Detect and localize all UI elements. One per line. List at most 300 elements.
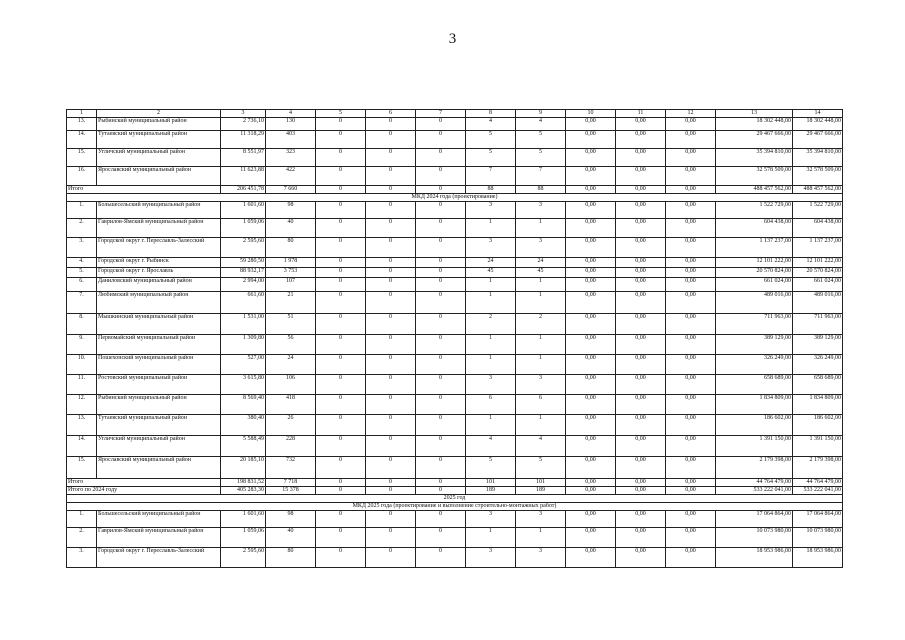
cell-col-12: 0,00 [666,268,716,278]
cell-col-11: 0,00 [616,528,666,548]
cell-col-14: 389 129,00 [793,335,843,355]
cell-col-5: 0 [316,395,366,415]
municipality-name: Большесельский муниципальный район [97,511,221,528]
cell-col-6: 0 [366,479,416,487]
cell-col-13: 533 222 041,00 [716,487,793,495]
cell-col-4: 40 [266,219,316,238]
cell-col-6: 0 [366,436,416,457]
cell-col-11: 0,00 [616,292,666,314]
cell-col-4: 418 [266,395,316,415]
row-number: 4. [67,258,97,268]
column-header: 13 [716,110,793,118]
cell-col-7: 0 [416,479,466,487]
cell-col-8: 1 [466,355,516,375]
page-number: 3 [448,31,457,47]
row-number: 9. [67,335,97,355]
cell-col-14: 1 137 237,00 [793,238,843,258]
cell-col-6: 0 [366,219,416,238]
cell-col-5: 0 [316,335,366,355]
cell-col-3: 1 531,00 [221,314,266,335]
table-row [67,202,843,219]
cell-col-10: 0,00 [566,118,616,131]
cell-col-5: 0 [316,415,366,436]
cell-col-11: 0,00 [616,355,666,375]
cell-col-9: 7 [516,167,566,186]
cell-col-14: 44 764 479,00 [793,479,843,487]
cell-col-6: 0 [366,511,416,528]
section-header-row [67,495,843,503]
cell-col-12: 0,00 [666,335,716,355]
cell-col-11: 0,00 [616,335,666,355]
cell-col-11: 0,00 [616,487,666,495]
cell-col-7: 0 [416,202,466,219]
cell-col-14: 20 570 824,00 [793,268,843,278]
cell-col-4: 51 [266,314,316,335]
municipality-name: Городской округ г. Переславль-Залесский [97,548,221,568]
cell-col-3: 2 595,60 [221,548,266,568]
cell-col-5: 0 [316,457,366,479]
cell-col-8: 1 [466,219,516,238]
cell-col-5: 0 [316,131,366,149]
cell-col-11: 0,00 [616,314,666,335]
cell-col-6: 0 [366,268,416,278]
column-header: 5 [316,110,366,118]
cell-col-12: 0,00 [666,395,716,415]
municipality-name: Гаврилов-Ямский муниципальный район [97,219,221,238]
cell-col-10: 0,00 [566,335,616,355]
municipality-name: Тутаевский муниципальный район [97,131,221,149]
cell-col-13: 186 602,00 [716,415,793,436]
table-row [67,258,843,268]
cell-col-4: 98 [266,511,316,528]
cell-col-14: 17 064 864,00 [793,511,843,528]
cell-col-12: 0,00 [666,457,716,479]
cell-col-6: 0 [366,395,416,415]
cell-col-10: 0,00 [566,219,616,238]
municipality-name: Первомайский муниципальный район [97,335,221,355]
column-header: 2 [97,110,221,118]
cell-col-6: 0 [366,314,416,335]
cell-col-3: 661,60 [221,292,266,314]
cell-col-12: 0,00 [666,487,716,495]
cell-col-13: 10 073 980,00 [716,528,793,548]
cell-col-14: 32 578 509,00 [793,167,843,186]
cell-col-4: 106 [266,375,316,395]
cell-col-9: 3 [516,511,566,528]
cell-col-14: 18 953 986,00 [793,548,843,568]
cell-col-5: 0 [316,314,366,335]
cell-col-5: 0 [316,436,366,457]
cell-col-9: 5 [516,149,566,167]
cell-col-10: 0,00 [566,415,616,436]
cell-col-13: 44 764 479,00 [716,479,793,487]
cell-col-12: 0,00 [666,292,716,314]
table-row [67,268,843,278]
cell-col-7: 0 [416,149,466,167]
cell-col-6: 0 [366,375,416,395]
cell-col-9: 3 [516,548,566,568]
row-number: 11. [67,375,97,395]
cell-col-10: 0,00 [566,292,616,314]
cell-col-14: 604 438,00 [793,219,843,238]
cell-col-5: 0 [316,479,366,487]
cell-col-9: 3 [516,238,566,258]
municipality-name: Ярославский муниципальный район [97,167,221,186]
cell-col-7: 0 [416,375,466,395]
row-number: 13. [67,118,97,131]
cell-col-10: 0,00 [566,238,616,258]
row-number: 1. [67,511,97,528]
cell-col-6: 0 [366,258,416,268]
cell-col-14: 1 522 729,00 [793,202,843,219]
cell-col-3: 59 280,50 [221,258,266,268]
cell-col-9: 101 [516,479,566,487]
cell-col-9: 1 [516,415,566,436]
cell-col-5: 0 [316,238,366,258]
cell-col-6: 0 [366,278,416,292]
cell-col-7: 0 [416,131,466,149]
table-row [67,149,843,167]
cell-col-5: 0 [316,219,366,238]
cell-col-8: 24 [466,258,516,268]
cell-col-10: 0,00 [566,436,616,457]
cell-col-3: 2 994,00 [221,278,266,292]
cell-col-12: 0,00 [666,415,716,436]
cell-col-4: 98 [266,202,316,219]
table-row [67,219,843,238]
section-title: 2025 год [67,495,843,503]
total-row [67,186,843,194]
cell-col-3: 380,40 [221,415,266,436]
cell-col-4: 26 [266,415,316,436]
cell-col-7: 0 [416,355,466,375]
cell-col-13: 32 578 509,00 [716,167,793,186]
table-row [67,375,843,395]
municipality-name: Пошехонский муниципальный район [97,355,221,375]
cell-col-11: 0,00 [616,278,666,292]
table-row [67,511,843,528]
cell-col-12: 0,00 [666,355,716,375]
table-row [67,548,843,568]
cell-col-7: 0 [416,314,466,335]
cell-col-13: 1 834 809,00 [716,395,793,415]
cell-col-14: 1 834 809,00 [793,395,843,415]
row-number: 5. [67,268,97,278]
cell-col-9: 1 [516,355,566,375]
cell-col-9: 1 [516,292,566,314]
cell-col-3: 1 601,60 [221,202,266,219]
row-number: 3. [67,548,97,568]
cell-col-5: 0 [316,149,366,167]
cell-col-6: 0 [366,186,416,194]
cell-col-12: 0,00 [666,528,716,548]
cell-col-8: 3 [466,202,516,219]
cell-col-3: 20 185,10 [221,457,266,479]
cell-col-7: 0 [416,415,466,436]
cell-col-14: 326 249,00 [793,355,843,375]
row-number: 15. [67,457,97,479]
cell-col-8: 1 [466,335,516,355]
cell-col-11: 0,00 [616,479,666,487]
cell-col-12: 0,00 [666,131,716,149]
cell-col-10: 0,00 [566,457,616,479]
cell-col-13: 658 689,00 [716,375,793,395]
cell-col-8: 1 [466,278,516,292]
cell-col-8: 101 [466,479,516,487]
cell-col-7: 0 [416,528,466,548]
cell-col-12: 0,00 [666,202,716,219]
cell-col-10: 0,00 [566,528,616,548]
cell-col-10: 0,00 [566,479,616,487]
row-number: 2. [67,528,97,548]
row-number: 1. [67,202,97,219]
cell-col-11: 0,00 [616,118,666,131]
total-label: Итого [67,479,221,487]
cell-col-11: 0,00 [616,186,666,194]
row-number: 8. [67,314,97,335]
cell-col-10: 0,00 [566,268,616,278]
row-number: 7. [67,292,97,314]
cell-col-12: 0,00 [666,238,716,258]
cell-col-7: 0 [416,278,466,292]
cell-col-13: 604 438,00 [716,219,793,238]
cell-col-7: 0 [416,457,466,479]
cell-col-10: 0,00 [566,167,616,186]
cell-col-7: 0 [416,487,466,495]
cell-col-5: 0 [316,258,366,268]
column-header: 6 [366,110,416,118]
cell-col-10: 0,00 [566,258,616,268]
table-row [67,395,843,415]
municipality-name: Городской округ г. Ярославль [97,268,221,278]
cell-col-14: 661 024,00 [793,278,843,292]
cell-col-4: 130 [266,118,316,131]
cell-col-11: 0,00 [616,131,666,149]
cell-col-3: 3 615,80 [221,375,266,395]
cell-col-9: 4 [516,436,566,457]
cell-col-3: 11 318,29 [221,131,266,149]
municipality-name: Городской округ г. Переславль-Залесский [97,238,221,258]
section-header-row [67,503,843,511]
cell-col-4: 422 [266,167,316,186]
row-number: 10. [67,355,97,375]
cell-col-5: 0 [316,355,366,375]
cell-col-14: 186 602,00 [793,415,843,436]
cell-col-6: 0 [366,457,416,479]
cell-col-3: 198 831,52 [221,479,266,487]
cell-col-13: 12 101 222,00 [716,258,793,268]
cell-col-9: 3 [516,375,566,395]
cell-col-10: 0,00 [566,186,616,194]
section-title: МКД 2025 года (проектирование и выполнение строительно-монтажных работ) [67,503,843,511]
cell-col-14: 658 689,00 [793,375,843,395]
cell-col-5: 0 [316,487,366,495]
cell-col-3: 1 059,06 [221,528,266,548]
row-number: 6. [67,278,97,292]
cell-col-3: 1 601,60 [221,511,266,528]
cell-col-11: 0,00 [616,202,666,219]
cell-col-5: 0 [316,511,366,528]
cell-col-11: 0,00 [616,238,666,258]
cell-col-13: 1 522 729,00 [716,202,793,219]
cell-col-11: 0,00 [616,436,666,457]
municipality-name: Ростовский муниципальный район [97,375,221,395]
data-table [66,109,843,568]
section-title: МКД 2024 года (проектирование) [67,194,843,202]
cell-col-8: 45 [466,268,516,278]
cell-col-11: 0,00 [616,167,666,186]
cell-col-4: 228 [266,436,316,457]
total-row [67,479,843,487]
cell-col-8: 189 [466,487,516,495]
cell-col-6: 0 [366,131,416,149]
row-number: 3. [67,238,97,258]
cell-col-8: 4 [466,118,516,131]
cell-col-12: 0,00 [666,186,716,194]
cell-col-12: 0,00 [666,314,716,335]
table-row [67,118,843,131]
cell-col-8: 5 [466,131,516,149]
table-body [67,110,843,568]
municipality-name: Мышкинский муниципальный район [97,314,221,335]
cell-col-11: 0,00 [616,219,666,238]
cell-col-13: 1 391 150,00 [716,436,793,457]
cell-col-8: 3 [466,511,516,528]
cell-col-11: 0,00 [616,511,666,528]
cell-col-12: 0,00 [666,149,716,167]
table-row [67,528,843,548]
cell-col-13: 661 024,00 [716,278,793,292]
section-header-row [67,194,843,202]
table-row [67,167,843,186]
cell-col-8: 5 [466,457,516,479]
cell-col-8: 6 [466,395,516,415]
cell-col-13: 20 570 824,00 [716,268,793,278]
cell-col-7: 0 [416,219,466,238]
cell-col-4: 7 660 [266,186,316,194]
cell-col-3: 206 451,78 [221,186,266,194]
municipality-name: Гаврилов-Ямский муниципальный район [97,528,221,548]
cell-col-10: 0,00 [566,278,616,292]
cell-col-11: 0,00 [616,375,666,395]
cell-col-14: 488 457 562,00 [793,186,843,194]
cell-col-14: 1 391 150,00 [793,436,843,457]
cell-col-13: 17 064 864,00 [716,511,793,528]
cell-col-7: 0 [416,548,466,568]
cell-col-7: 0 [416,167,466,186]
cell-col-5: 0 [316,528,366,548]
cell-col-6: 0 [366,335,416,355]
cell-col-9: 1 [516,335,566,355]
cell-col-8: 3 [466,548,516,568]
cell-col-11: 0,00 [616,415,666,436]
cell-col-3: 8 551,97 [221,149,266,167]
cell-col-13: 711 963,00 [716,314,793,335]
cell-col-8: 1 [466,415,516,436]
cell-col-9: 1 [516,528,566,548]
total-label: Итого по 2024 году [67,487,221,495]
column-header: 1 [67,110,97,118]
cell-col-12: 0,00 [666,118,716,131]
cell-col-10: 0,00 [566,487,616,495]
cell-col-14: 29 467 666,00 [793,131,843,149]
cell-col-13: 488 457 562,00 [716,186,793,194]
cell-col-5: 0 [316,118,366,131]
row-number: 15. [67,149,97,167]
row-number: 14. [67,131,97,149]
row-number: 2. [67,219,97,238]
cell-col-11: 0,00 [616,258,666,268]
table-row [67,238,843,258]
municipality-name: Любимский муниципальный район [97,292,221,314]
column-header: 10 [566,110,616,118]
cell-col-7: 0 [416,118,466,131]
cell-col-9: 3 [516,202,566,219]
cell-col-5: 0 [316,268,366,278]
cell-col-3: 1 309,80 [221,335,266,355]
cell-col-9: 6 [516,395,566,415]
column-header: 12 [666,110,716,118]
cell-col-7: 0 [416,335,466,355]
cell-col-8: 7 [466,167,516,186]
cell-col-9: 24 [516,258,566,268]
cell-col-3: 2 736,10 [221,118,266,131]
cell-col-13: 18 302 448,00 [716,118,793,131]
cell-col-3: 8 569,40 [221,395,266,415]
cell-col-12: 0,00 [666,167,716,186]
municipality-name: Ярославский муниципальный район [97,457,221,479]
cell-col-12: 0,00 [666,258,716,268]
cell-col-14: 711 963,00 [793,314,843,335]
cell-col-8: 1 [466,528,516,548]
cell-col-9: 45 [516,268,566,278]
row-number: 14. [67,436,97,457]
municipality-name: Угличский муниципальный район [97,436,221,457]
total-row [67,487,843,495]
data-table-container [66,109,842,568]
cell-col-12: 0,00 [666,375,716,395]
cell-col-13: 35 394 810,00 [716,149,793,167]
cell-col-12: 0,00 [666,479,716,487]
cell-col-6: 0 [366,149,416,167]
cell-col-13: 2 179 398,00 [716,457,793,479]
cell-col-5: 0 [316,202,366,219]
table-row [67,415,843,436]
cell-col-6: 0 [366,415,416,436]
cell-col-13: 1 137 237,00 [716,238,793,258]
cell-col-4: 40 [266,528,316,548]
municipality-name: Рыбинский муниципальный район [97,395,221,415]
cell-col-10: 0,00 [566,511,616,528]
cell-col-9: 4 [516,118,566,131]
cell-col-14: 18 302 448,00 [793,118,843,131]
cell-col-4: 21 [266,292,316,314]
cell-col-11: 0,00 [616,395,666,415]
cell-col-6: 0 [366,238,416,258]
column-header: 9 [516,110,566,118]
cell-col-11: 0,00 [616,149,666,167]
cell-col-7: 0 [416,238,466,258]
row-number: 13. [67,415,97,436]
cell-col-7: 0 [416,511,466,528]
cell-col-13: 29 467 666,00 [716,131,793,149]
cell-col-4: 732 [266,457,316,479]
cell-col-6: 0 [366,118,416,131]
cell-col-10: 0,00 [566,548,616,568]
cell-col-14: 35 394 810,00 [793,149,843,167]
cell-col-9: 5 [516,457,566,479]
cell-col-8: 1 [466,292,516,314]
